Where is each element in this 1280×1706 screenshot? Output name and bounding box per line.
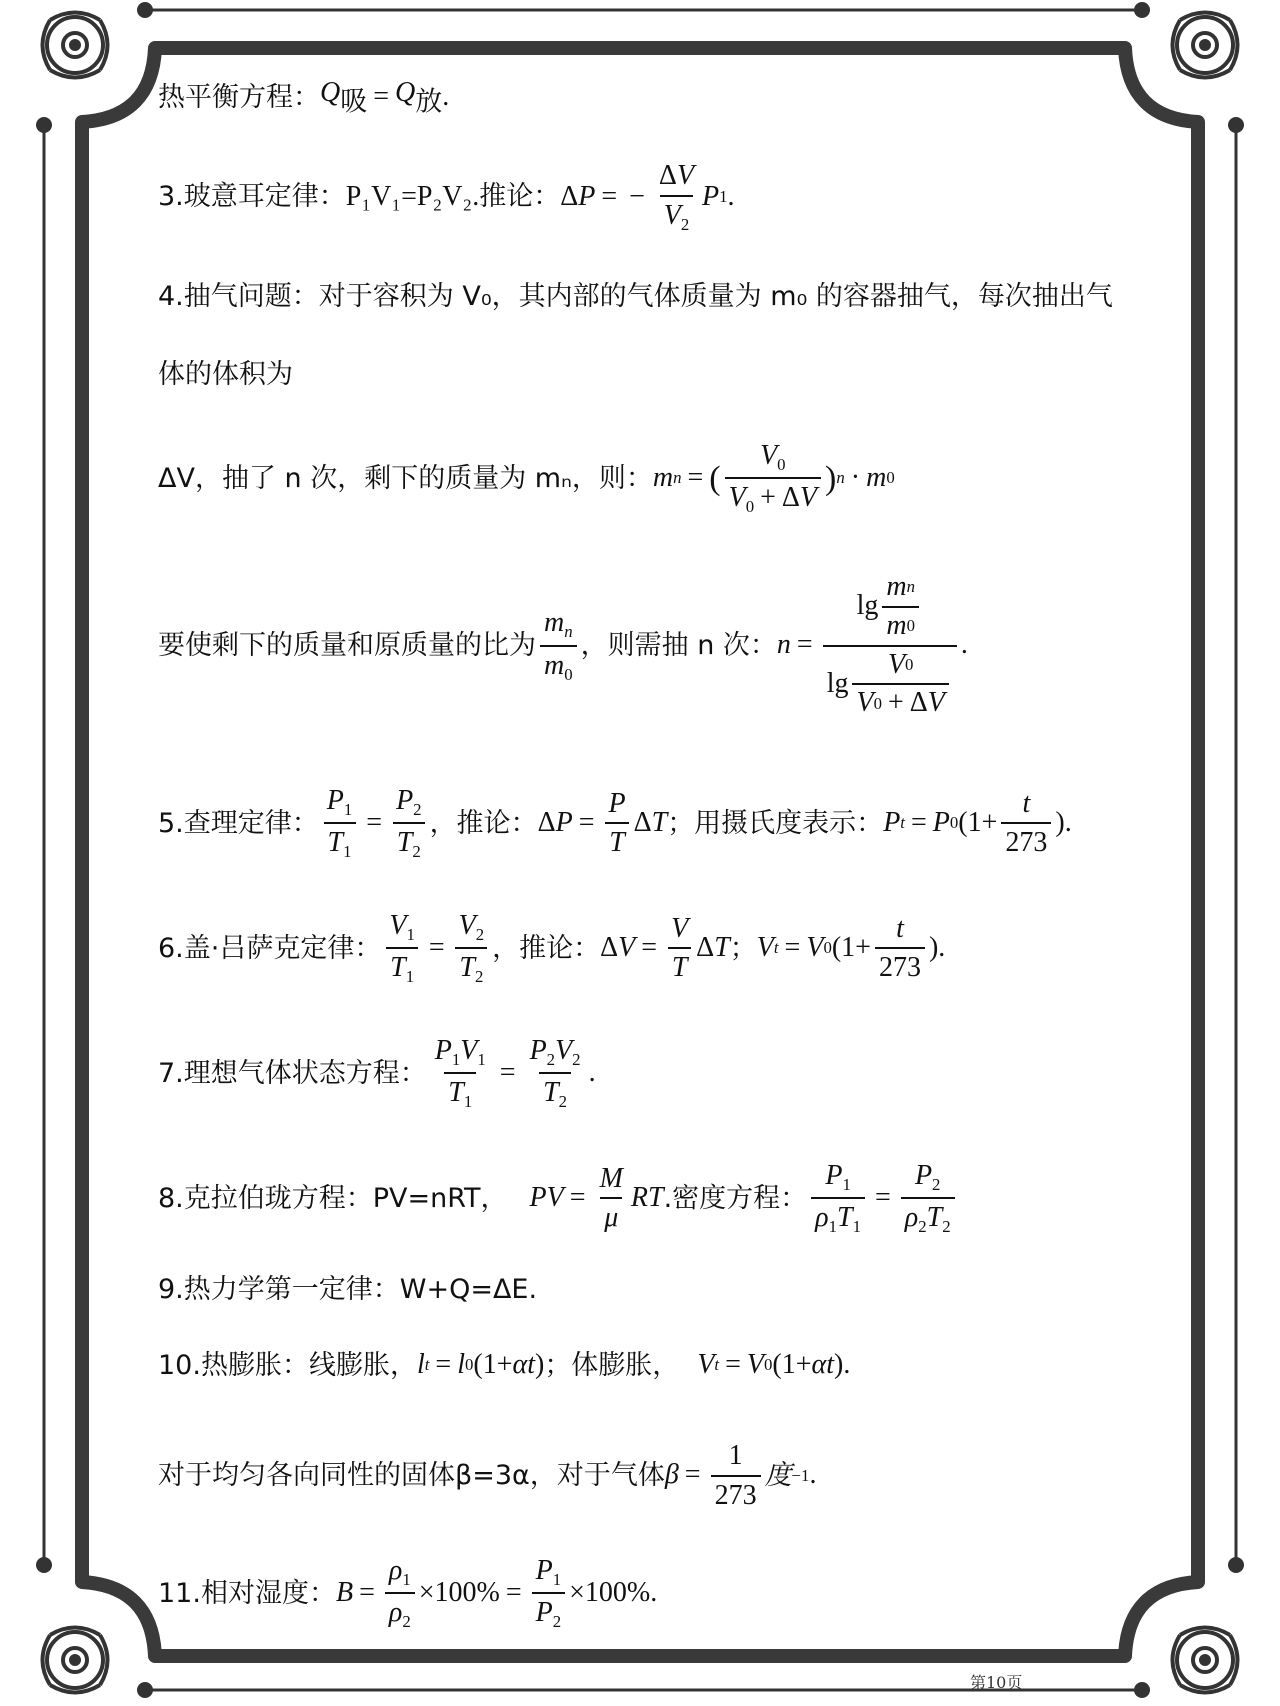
heat-balance-line: 热平衡方程： $Q_吸$ = $Q_放$ .: [158, 77, 450, 118]
clapeyron-line: 8.克拉伯珑方程：PV=nRT， PV = $\frac{M}{\mu}$ RT .密度方程： $\frac{P_1}{\rho_1T_1}$ = $\frac{P_2}{\rho_2T_2}$: [158, 1160, 1180, 1237]
corner-ornament-bottom-left: [43, 1628, 108, 1693]
corner-ornament-bottom-right: [1173, 1628, 1238, 1693]
first-law-line: 9.热力学第一定律：W+Q=ΔE.: [158, 1274, 538, 1305]
corner-ornament-top-right: [1173, 13, 1238, 78]
gay-lussac-law-line: 6.盖·吕萨克定律： $\frac{V_1}{T_1}$ = $\frac{V_2}{T_2}$ ，推论： Δ V = $\frac{V}{T}$ Δ T ； V t = V 0 (1+ $\frac{t}{273}$ ).: [158, 910, 946, 987]
pumping-problem-line-1: 4.抽气问题：对于容积为 V₀，其内部的气体质量为 m₀ 的容器抽气，每次抽出气: [158, 281, 1113, 312]
ideal-gas-line: 7.理想气体状态方程： $\frac{P_1V_1}{T_1}$ = $\frac{P_2V_2}{T_2}$ .: [158, 1035, 596, 1112]
page-number: 第10页: [970, 1673, 1023, 1692]
relative-humidity-line: 11.相对湿度： B = $\frac{\rho_1}{\rho_2}$ ×100% = $\frac{P_1}{P_2}$ ×100%.: [158, 1555, 658, 1632]
thermal-expansion-line: 10.热膨胀：线膨胀， l t = l 0 (1+ αt ) ；体膨胀， V t = V 0 (1+ αt ).: [158, 1349, 851, 1381]
gas-expansion-coefficient-line: 对于均匀各向同性的固体β=3α，对于气体 β = $\frac{1}{273}$ 度 −1 .: [158, 1440, 817, 1511]
boyle-law-line: 3.玻意耳定律： P₁V₁=P₂V₂. 推论： Δ P = − $\frac{\Delta V}{V_2}$ P 1 .: [158, 160, 735, 234]
charles-law-line: 5.查理定律： $\frac{P_1}{T_1}$ = $\frac{P_2}{T_2}$ ，推论： Δ P = $\frac{P}{T}$ Δ T ；用摄氏度表示： P t = P 0 (1+ $\frac{t}{273}$ ).: [158, 785, 1072, 862]
corner-ornament-top-left: [43, 13, 108, 78]
pump-count-line: 要使剩下的质量和原质量的比为 $\frac{m_n}{m_0}$ ，则需抽 n 次： n = lg m n m 0 lg V 0 V 0 + Δ V .: [158, 571, 968, 719]
remaining-mass-line: ΔV，抽了 n 次，剩下的质量为 mₙ，则： m n = ( $\frac{V_0}{V_0 + \Delta V}$ ) n · m 0: [158, 440, 895, 517]
pumping-problem-line-2: 体的体积为: [158, 359, 293, 390]
